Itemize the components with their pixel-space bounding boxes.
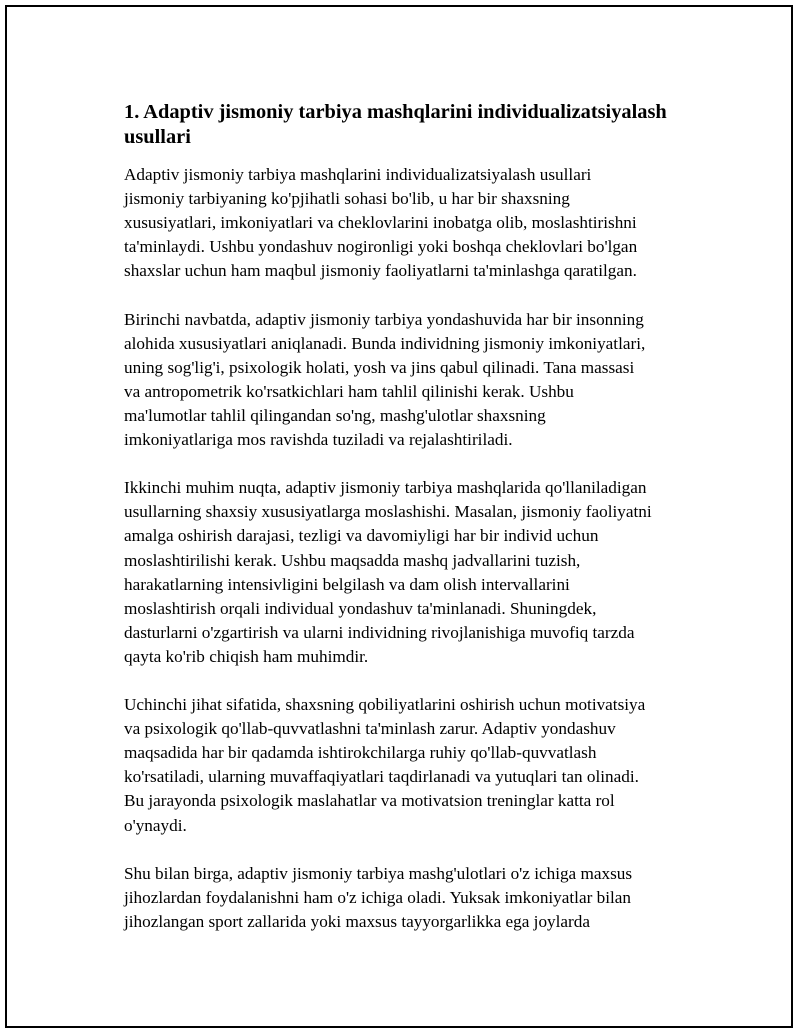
document-body bbox=[124, 100, 704, 958]
paragraph-5: Shu bilan birga, adaptiv jismoniy tarbiya mashg'ulotlari o'z ichiga maxsus jihozlardan foydalanishni ham o'z ichiga oladi. Yuksak imkoniyatlar bilan jihozlangan sport zallarida yoki maxsus tayyorgarlikka ega joylarda bbox=[124, 863, 633, 931]
section-heading: 1. Adaptiv jismoniy tarbiya mashqlarini individualizatsiyalash usullari bbox=[124, 101, 667, 148]
paragraph-2: Birinchi navbatda, adaptiv jismoniy tarbiya yondashuvida har bir insonning alohida xususiyatlari aniqlanadi. Bunda individning jismoniy imkoniyatlari, uning sog'lig'i, psixologik holati, yosh va jins qabul qilinadi. Tana massasi va antropometrik ko'rsatkichlari ham tahlil qilinishi kerak. Ushbu ma'lumotlar tahlil qilingandan so'ng, mashg'ulotlar shaxsning imkoniyatlariga mos ravishda tuziladi va rejalashtiriladi. bbox=[124, 309, 646, 450]
page bbox=[5, 5, 793, 1028]
paragraph-1: Adaptiv jismoniy tarbiya mashqlarini individualizatsiyalash usullari jismoniy tarbiyaning ko'pjihatli sohasi bo'lib, u har bir shaxsning xususiyatlari, imkoniyatlari va cheklovlarini inobatga olib, moslashtirishni ta'minlaydi. Ushbu yondashuv nogironligi yoki boshqa cheklovlari bo'lgan shaxslar uchun ham maqbul jismoniy faoliyatlarni ta'minlashga qaratilgan. bbox=[124, 165, 638, 281]
paragraph-4: Uchinchi jihat sifatida, shaxsning qobiliyatlarini oshirish uchun motivatsiya va psixologik qo'llab-quvvatlashni ta'minlash zarur. Adaptiv yondashuv maqsadida har bir qadamda ishtirokchilarga ruhiy qo'llab-quvvatlash ko'rsatiladi, ularning muvaffaqiyatlari taqdirlanadi va yutuqlari tan olinadi. Bu jarayonda psixologik maslahatlar va motivatsion treninglar katta rol o'ynaydi. bbox=[124, 695, 646, 835]
paragraph-3: Ikkinchi muhim nuqta, adaptiv jismoniy tarbiya mashqlarida qo'llaniladigan usullarning shaxsiy xususiyatlarga moslashishi. Masalan, jismoniy faoliyatni amalga oshirish darajasi, tezligi va davomiyligi har bir individ uchun moslashtirilishi kerak. Ushbu maqsadda mashq jadvallarini tuzish, harakatlarning intensivligini belgilash va dam olish intervallarini moslashtirish orqali individual yondashuv ta'minlanadi. Shuningdek, dasturlarni o'zgartirish va ularni individning rivojlanishiga muvofiq tarzda qayta ko'rib chiqish ham muhimdir. bbox=[124, 478, 652, 666]
